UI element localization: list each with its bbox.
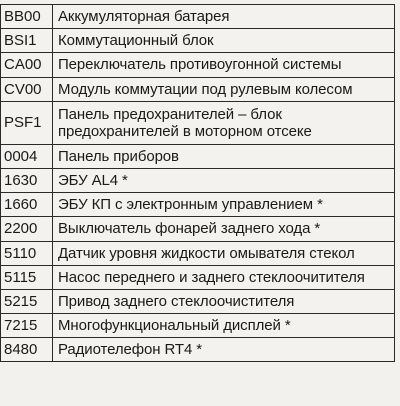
table-row	[1, 77, 395, 101]
table-row	[1, 314, 395, 338]
table-row	[1, 265, 395, 289]
component-code: 0004	[1, 144, 53, 168]
component-description: ЭБУ КП с электронным управлением *	[53, 193, 395, 217]
component-code: CA00	[1, 53, 53, 77]
table-row	[1, 5, 395, 29]
component-code: 8480	[1, 338, 53, 362]
table-row	[1, 168, 395, 192]
table-row	[1, 29, 395, 53]
table-row	[1, 193, 395, 217]
component-code: 1660	[1, 193, 53, 217]
component-description: Датчик уровня жидкости омывателя стекол	[53, 241, 395, 265]
component-code: 7215	[1, 314, 53, 338]
component-code: BB00	[1, 5, 53, 29]
component-code: 1630	[1, 168, 53, 192]
component-description: Переключатель противоугонной системы	[53, 53, 395, 77]
component-code: 2200	[1, 217, 53, 241]
table-row	[1, 144, 395, 168]
component-description: Аккумуляторная батарея	[53, 5, 395, 29]
component-description: Привод заднего стеклоочистителя	[53, 289, 395, 313]
component-description: Насос переднего и заднего стеклоочитителя	[53, 265, 395, 289]
component-code: 5215	[1, 289, 53, 313]
component-description: Модуль коммутации под рулевым колесом	[53, 77, 395, 101]
table-row	[1, 53, 395, 77]
component-description: ЭБУ AL4 *	[53, 168, 395, 192]
table-row	[1, 338, 395, 362]
component-legend-table	[0, 4, 395, 362]
table-row	[1, 217, 395, 241]
component-code: CV00	[1, 77, 53, 101]
component-description: Радиотелефон RT4 *	[53, 338, 395, 362]
table-row	[1, 241, 395, 265]
component-description: Коммутационный блок	[53, 29, 395, 53]
component-description: Панель приборов	[53, 144, 395, 168]
component-code: 5115	[1, 265, 53, 289]
component-code: 5110	[1, 241, 53, 265]
component-code: PSF1	[1, 101, 53, 144]
table-row	[1, 101, 395, 144]
component-description: Панель предохранителей – блок предохранителей в моторном отсеке	[53, 101, 395, 144]
component-description: Выключатель фонарей заднего хода *	[53, 217, 395, 241]
component-description: Многофункциональный дисплей *	[53, 314, 395, 338]
table-row	[1, 289, 395, 313]
component-code: BSI1	[1, 29, 53, 53]
